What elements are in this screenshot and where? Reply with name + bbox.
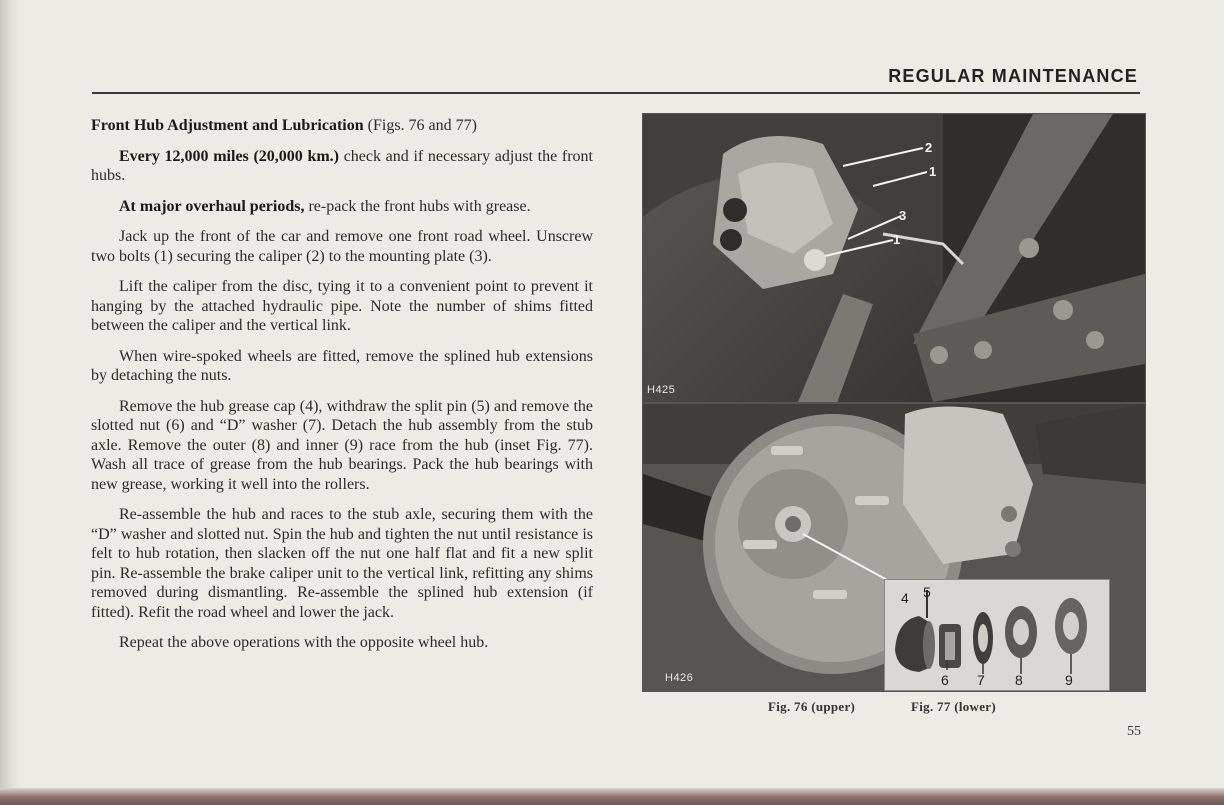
caption-fig-76: Fig. 76 (upper) <box>768 699 856 714</box>
callout-mounting-plate: 3 <box>899 208 907 223</box>
section-title: REGULAR MAINTENANCE <box>888 66 1138 86</box>
caliper-illustration <box>643 114 1145 402</box>
figure-76-code: H425 <box>647 384 676 396</box>
callout-bolt-upper: 1 <box>929 164 937 179</box>
article-body <box>91 116 593 664</box>
figure-77-code: H426 <box>665 672 694 684</box>
page-number: 55 <box>1127 724 1141 739</box>
paragraph-reassemble: Re-assemble the hub and races to the stub axle, securing them with the “D” washer and slotted nut. Spin the hub and tighten the nut until resistance is felt to hub rotation, then slacken off the nut one half flat and fit a new split pin. Re-assemble the brake caliper unit to the vertical link, refitting any shims removed during dismantling. Re-assemble the splined hub extension (if fitted). Refit the road wheel and lower the jack. <box>91 506 593 621</box>
paragraph-lift-caliper: Lift the caliper from the disc, tying it to a convenient point to prevent it hanging by the attached hydraulic pipe. Note the number of shims fitted between the caliper and the vertical link. <box>91 278 593 334</box>
header-rule <box>92 92 1140 94</box>
page-binding-edge <box>0 0 22 805</box>
callout-caliper: 2 <box>925 140 933 155</box>
overhaul-rest: re-pack the front hubs with grease. <box>304 197 531 215</box>
part-label-outer-race: 8 <box>1015 672 1023 688</box>
paragraph-remove-hub: Remove the hub grease cap (4), withdraw the split pin (5) and remove the slotted nut (6) and “D” washer (7). Detach the hub assembly from the stub axle. Remove the outer (8) and inner (9) race from the hub (inset Fig. 77). Wash all trace of grease from the hub bearings. Pack the hub bearings with new grease, working it well into the rollers. <box>91 397 593 493</box>
paragraph-wire-wheels: When wire-spoked wheels are fitted, remove the splined hub extensions by detaching the nuts. <box>91 347 593 384</box>
paragraph-overhaul <box>91 197 593 217</box>
overhaul-bold: At major overhaul periods, <box>119 197 305 215</box>
part-label-slotted-nut: 6 <box>941 672 949 688</box>
paragraph-jack-up: Jack up the front of the car and remove one front road wheel. Unscrew two bolts (1) securing the caliper (2) to the mounting plate (3). <box>91 228 593 265</box>
part-label-d-washer: 7 <box>977 672 985 688</box>
heading-bold: Front Hub Adjustment and Lubrication <box>91 117 364 134</box>
paragraph-interval <box>91 147 593 186</box>
hub-parts-inset <box>884 579 1110 691</box>
part-label-grease-cap: 4 <box>901 590 909 606</box>
interval-bold: Every 12,000 miles (20,000 km.) <box>119 147 340 165</box>
part-label-inner-race: 9 <box>1065 672 1073 688</box>
article-heading <box>91 116 593 136</box>
interval-rest: check and if necessary adjust the front hubs. <box>91 147 593 184</box>
part-label-split-pin: 5 <box>923 584 931 600</box>
figure-76-photo <box>642 113 1146 403</box>
hub-parts-illustration <box>885 580 1109 690</box>
caption-fig-77: Fig. 77 (lower) <box>911 699 997 714</box>
page-bottom-edge <box>0 788 1224 805</box>
heading-rest: (Figs. 76 and 77) <box>363 117 477 134</box>
paragraph-repeat: Repeat the above operations with the opposite wheel hub. <box>119 634 489 651</box>
callout-bolt-lower: 1 <box>893 232 901 247</box>
